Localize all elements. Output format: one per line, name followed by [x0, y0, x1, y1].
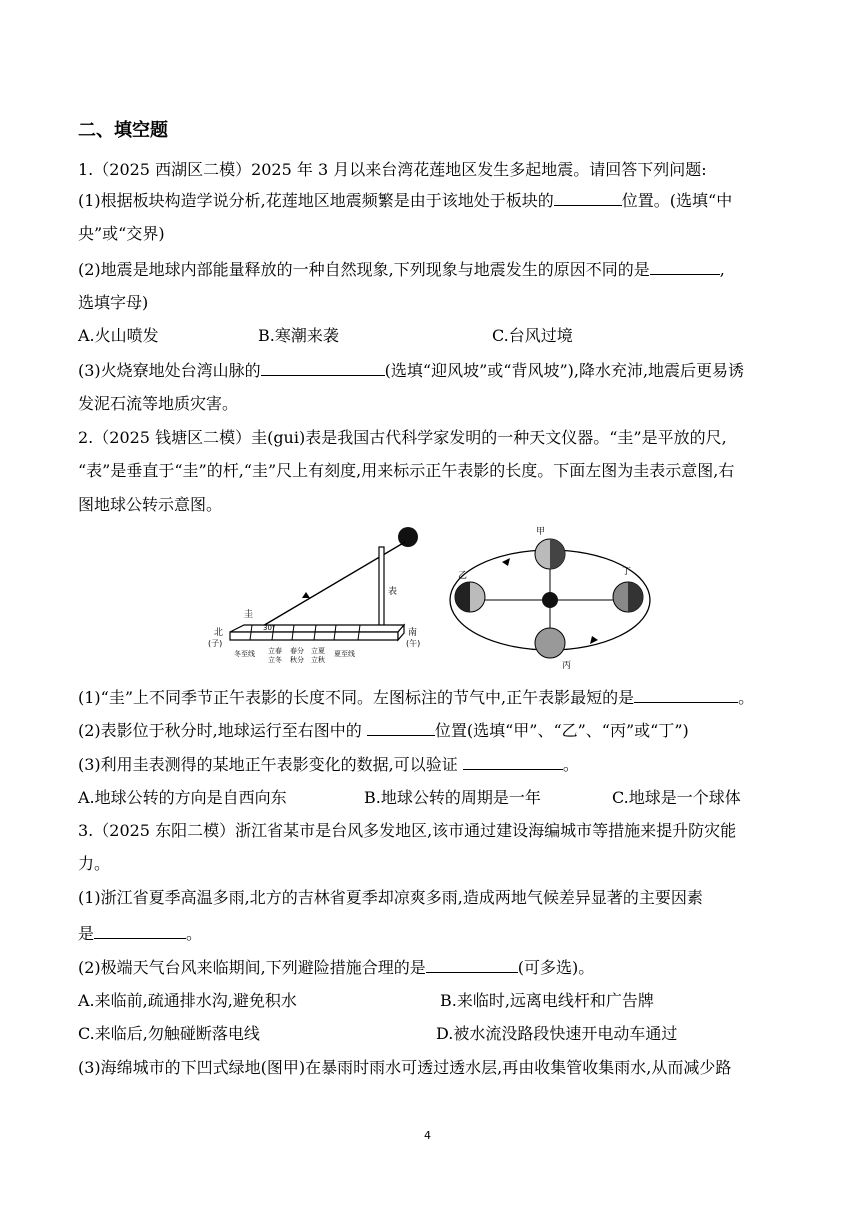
earth-orbit-diagram: [440, 522, 658, 672]
gnomon-diagram: [200, 522, 422, 672]
label-south: 南: [408, 628, 418, 638]
label-bing: 丙: [562, 661, 572, 671]
q1-p2-text-b: ,: [719, 260, 725, 279]
label-angle: 30°: [263, 624, 276, 632]
label-south-sub: (午): [406, 639, 421, 648]
q1-p1-text-a: (1)根据板块构造学说分析,花莲地区地震频繁是由于该地处于板块的: [78, 191, 554, 210]
q1-option-a: A.火山喷发: [78, 326, 159, 345]
q1-part1-line2: 央”或“交界): [78, 224, 165, 243]
q2-option-a: A.地球公转的方向是自西向东: [78, 788, 287, 807]
label-north: 北: [214, 628, 224, 638]
q3-p2-text-b: (可多选)。: [517, 958, 595, 977]
q2-p1-text-b: 。: [738, 688, 755, 707]
q1-part3-line1: [78, 359, 744, 382]
tick-winter-solstice: 冬至线: [234, 650, 255, 658]
q1-part2-line1: [78, 258, 725, 281]
q3-option-a: A.来临前,疏通排水沟,避免积水: [78, 991, 297, 1010]
q3-part1-line2: [78, 922, 202, 945]
q2-p2-text-a: (2)表影位于秋分时,地球运行至右图中的: [78, 721, 367, 740]
label-biao: 表: [388, 587, 398, 597]
answer-blank[interactable]: [367, 719, 435, 736]
q2-stem-line1: 2.（2025 钱塘区二模）圭(gui)表是我国古代科学家发明的一种天文仪器。“圭”是平放的尺,: [78, 428, 727, 447]
q3-part2: [78, 956, 594, 979]
q3-p1-text-b: 是: [78, 924, 95, 943]
answer-blank[interactable]: [426, 956, 518, 973]
tick-lichun: 立春: [268, 647, 282, 655]
q1-stem: 1.（2025 西湖区二模）2025 年 3 月以来台湾花莲地区发生多起地震。请回答下列问题:: [78, 160, 707, 179]
q1-p3-text-b: (选填“迎风坡”或“背风坡”),降水充沛,地震后更易诱: [384, 361, 745, 380]
gui-slab-top: [230, 625, 404, 632]
q1-part3-line2: 发泥石流等地质灾害。: [78, 394, 239, 413]
q3-stem-line2: 力。: [78, 854, 111, 873]
answer-blank[interactable]: [634, 686, 738, 703]
earth-ding: [613, 582, 643, 612]
q1-part1-line1: [78, 189, 732, 212]
q3-option-c: C.来临后,勿触碰断落电线: [78, 1024, 260, 1043]
sun-icon: [542, 592, 558, 608]
answer-blank[interactable]: [650, 258, 720, 275]
q2-stem-line2: “表”是垂直于“圭”的杆,“圭”尺上有刻度,用来标示正午表影的长度。下面左图为圭表示意图,右: [78, 461, 735, 480]
q2-p3-text-b: 。: [562, 755, 579, 774]
q2-option-b: B.地球公转的周期是一年: [364, 788, 541, 807]
q2-part2: [78, 719, 689, 742]
arrow-icon: [502, 558, 510, 566]
q1-p3-text-a: (3)火烧寮地处台湾山脉的: [78, 361, 261, 380]
label-ding: 丁: [622, 567, 632, 577]
q2-option-c: C.地球是一个球体: [612, 788, 741, 807]
q2-p3-text-a: (3)利用圭表测得的某地正午表影变化的数据,可以验证: [78, 755, 463, 774]
q1-part2-line2: 选填字母): [78, 293, 149, 312]
q2-p2-text-b: 位置(选填“甲”、“乙”、“丙”或“丁”): [434, 721, 689, 740]
tick-lidong: 立冬: [268, 656, 282, 664]
q3-option-d: D.被水流没路段快速开电动车通过: [436, 1024, 678, 1043]
earth-bing: [535, 628, 565, 658]
label-jia: 甲: [536, 527, 546, 537]
earth-yi: [455, 582, 485, 612]
page-number: 4: [424, 1129, 431, 1142]
q1-option-c: C.台风过境: [492, 326, 573, 345]
tick-lixia: 立夏: [311, 647, 325, 655]
q3-option-b: B.来临时,远离电线杆和广告牌: [440, 991, 654, 1010]
q1-option-b: B.寒潮来袭: [258, 326, 339, 345]
label-gui: 圭: [244, 610, 254, 620]
arrow-icon: [302, 592, 310, 598]
tick-liqiu: 立秋: [311, 656, 325, 664]
answer-blank[interactable]: [94, 922, 186, 939]
label-north-sub: (子): [208, 639, 223, 648]
q2-part3: [78, 753, 579, 776]
tick-qiufen: 秋分: [290, 656, 304, 664]
q2-stem-line3: 图地球公转示意图。: [78, 495, 223, 514]
biao-pole: [379, 547, 384, 627]
section-title: 二、填空题: [78, 120, 168, 141]
q2-part1: [78, 686, 754, 709]
arrow-icon: [590, 636, 598, 644]
q3-stem-line1: 3.（2025 东阳二模）浙江省某市是台风多发地区,该市通过建设海编城市等措施来提升防灾能: [78, 821, 737, 840]
answer-blank[interactable]: [554, 189, 622, 206]
q3-part1-line1: (1)浙江省夏季高温多雨,北方的吉林省夏季却凉爽多雨,造成两地气候差异显著的主要因素: [78, 888, 703, 907]
tick-chunfen: 春分: [290, 647, 304, 655]
answer-blank[interactable]: [261, 359, 385, 376]
q3-p1-text-c: 。: [186, 924, 203, 943]
answer-blank[interactable]: [463, 753, 563, 770]
earth-jia: [535, 539, 565, 569]
q1-p1-text-b: 位置。(选填“中: [621, 191, 733, 210]
q3-part3-line1: (3)海绵城市的下凹式绿地(图甲)在暴雨时雨水可透过透水层,再由收集管收集雨水,从而减少路: [78, 1058, 732, 1077]
tick-summer-solstice: 夏至线: [334, 650, 355, 658]
q1-p2-text-a: (2)地震是地球内部能量释放的一种自然现象,下列现象与地震发生的原因不同的是: [78, 260, 650, 279]
q2-p1-text-a: (1)“圭”上不同季节正午表影的长度不同。左图标注的节气中,正午表影最短的是: [78, 688, 635, 707]
q3-p2-text-a: (2)极端天气台风来临期间,下列避险措施合理的是: [78, 958, 426, 977]
label-yi: 乙: [458, 571, 468, 581]
